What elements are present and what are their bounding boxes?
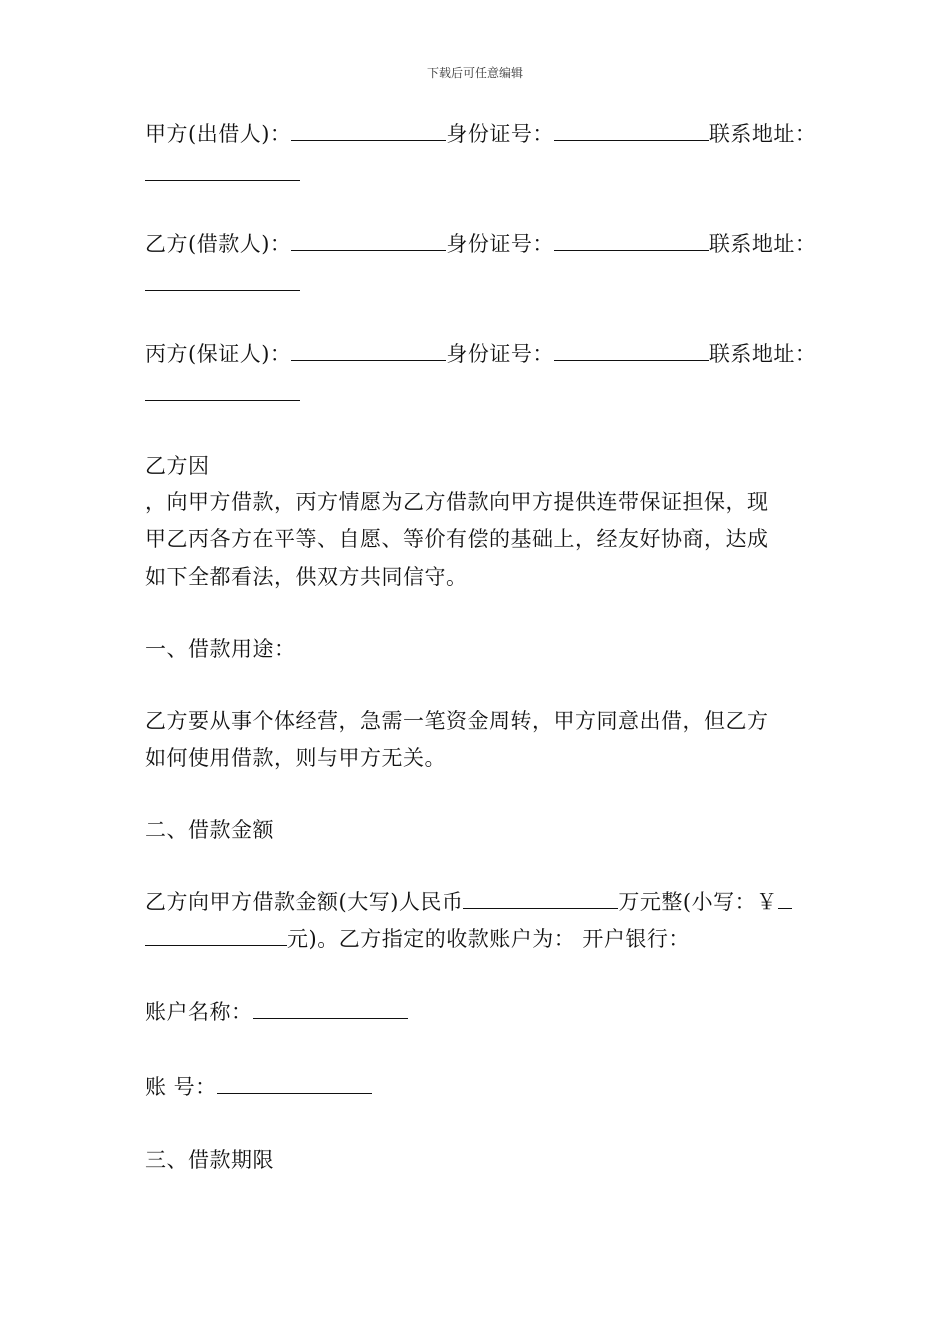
- party-c-id-label: 身份证号：: [446, 342, 554, 366]
- party-c-name-blank: [291, 336, 446, 361]
- account-name-blank: [253, 994, 408, 1019]
- party-c-line: [145, 336, 816, 372]
- party-a-label: 甲方(出借人)：: [145, 122, 292, 146]
- party-c-label: 丙方(保证人)：: [145, 342, 292, 366]
- amount-words-blank: [463, 884, 618, 909]
- section-1-line-1: 乙方要从事个体经营，急需一笔资金周转，甲方同意出借，但乙方: [145, 709, 769, 733]
- party-a-id-label: 身份证号：: [446, 122, 554, 146]
- account-no-line: [145, 1069, 372, 1105]
- party-b-label: 乙方(借款人)：: [145, 232, 292, 256]
- party-a-addr-blank: [145, 156, 300, 181]
- section-3-heading: 三、借款期限: [145, 1148, 274, 1172]
- amount-line-2: [145, 921, 690, 957]
- party-b-line: [145, 226, 816, 262]
- party-c-id-blank: [554, 336, 709, 361]
- amount-prefix: 乙方向甲方借款金额(大写)人民币: [145, 890, 464, 914]
- party-b-id-label: 身份证号：: [446, 232, 554, 256]
- party-c-addr-label: 联系地址：: [708, 342, 817, 366]
- party-a-addr-line: [145, 156, 300, 192]
- account-intro: 元)。乙方指定的收款账户为： 开户银行：: [287, 927, 690, 951]
- party-c-addr-line: [145, 376, 300, 412]
- party-a-id-blank: [554, 116, 709, 141]
- party-a-line: [145, 116, 816, 152]
- amount-figure-blank-start: [778, 884, 792, 909]
- party-b-addr-line: [145, 266, 300, 302]
- intro-line-2: ，向甲方借款，丙方情愿为乙方借款向甲方提供连带保证担保，现: [145, 490, 769, 514]
- amount-figure-blank: [145, 921, 287, 946]
- party-a-name-blank: [291, 116, 446, 141]
- party-b-id-blank: [554, 226, 709, 251]
- amount-suffix: 万元整(小写：￥: [618, 890, 778, 914]
- section-2-heading: 二、借款金额: [145, 818, 274, 842]
- page-header: 下载后可任意编辑: [426, 66, 523, 80]
- account-name-line: [145, 994, 408, 1030]
- party-b-addr-label: 联系地址：: [708, 232, 817, 256]
- amount-line: [145, 884, 792, 920]
- section-1-heading: 一、借款用途：: [145, 637, 296, 661]
- party-a-addr-label: 联系地址：: [708, 122, 817, 146]
- party-b-addr-blank: [145, 266, 300, 291]
- section-1-line-2: 如何使用借款，则与甲方无关。: [145, 746, 446, 770]
- account-no-blank: [217, 1069, 372, 1094]
- intro-line-4: 如下全都看法，供双方共同信守。: [145, 565, 468, 589]
- intro-line-3: 甲乙丙各方在平等、自愿、等价有偿的基础上，经友好协商，达成: [145, 527, 769, 551]
- party-c-addr-blank: [145, 376, 300, 401]
- account-no-label: 账 号：: [145, 1075, 217, 1099]
- party-b-name-blank: [291, 226, 446, 251]
- account-name-label: 账户名称：: [145, 1000, 253, 1024]
- intro-line-1: 乙方因: [145, 454, 210, 478]
